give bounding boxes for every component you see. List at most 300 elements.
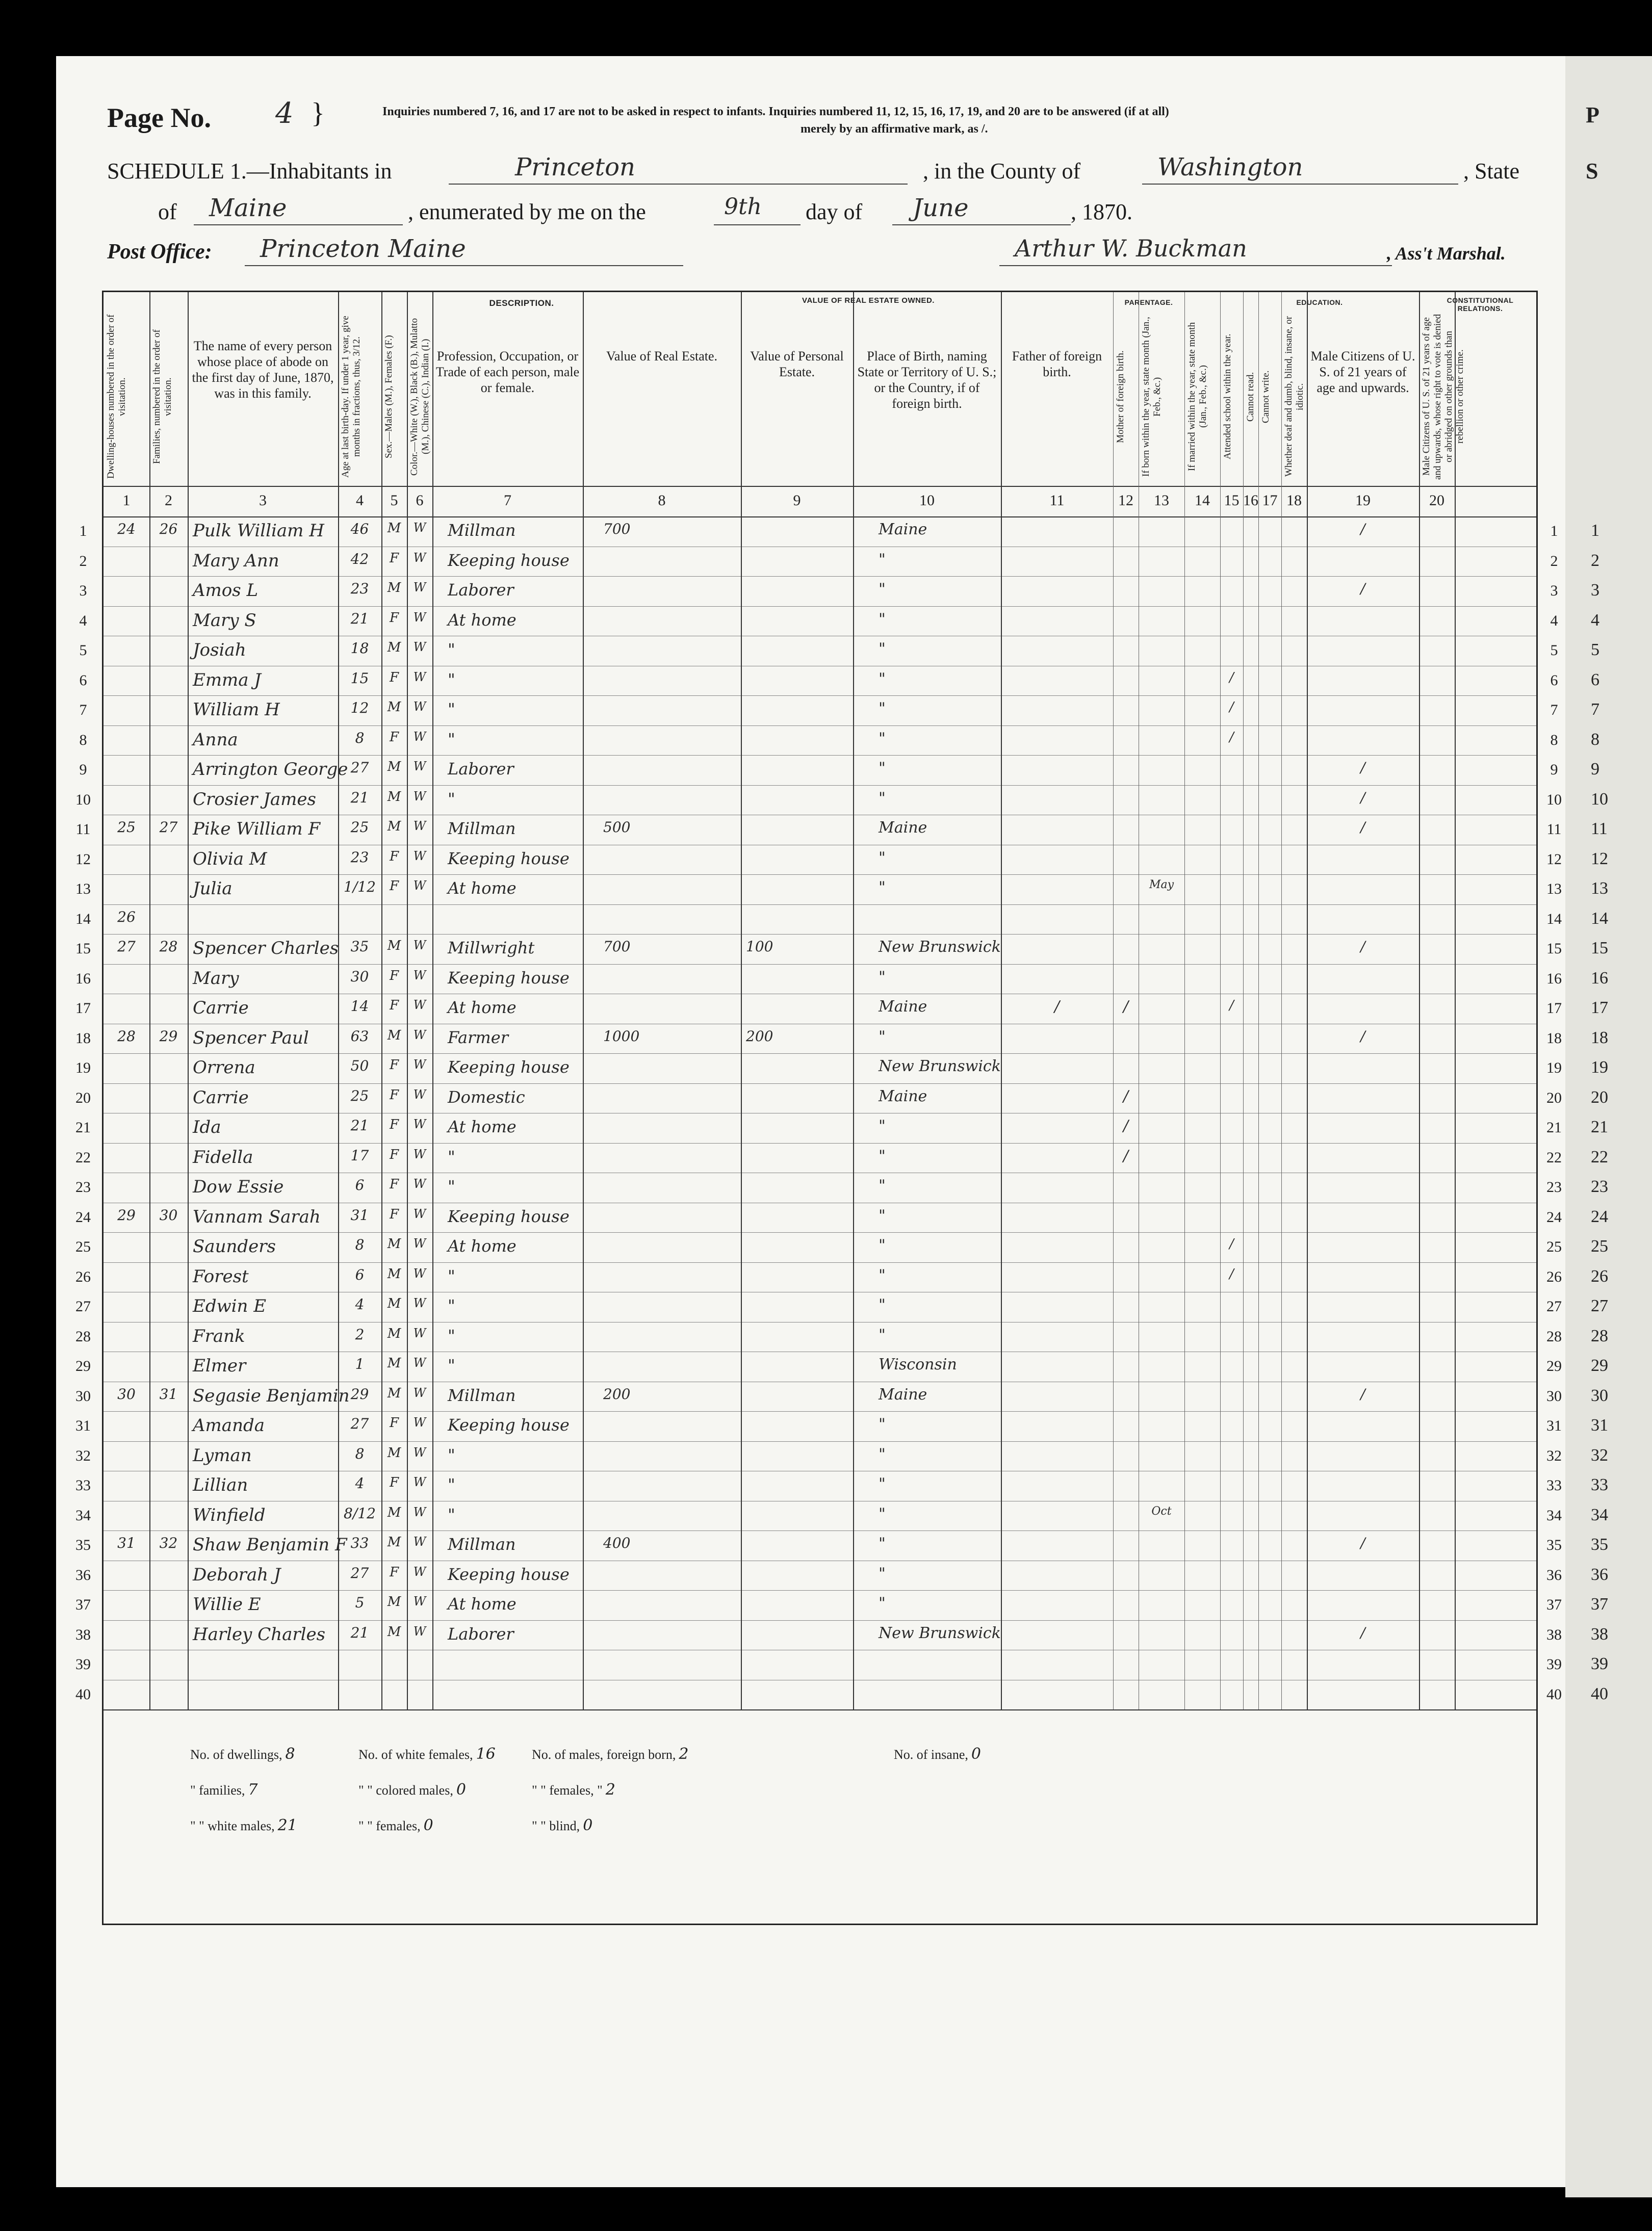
town-underline: [449, 184, 908, 185]
column-header-17: Cannot write.: [1260, 370, 1271, 423]
cell-name: Pulk William H: [193, 521, 324, 541]
tally-blind: [532, 1817, 596, 1834]
column-header-16: Cannot read.: [1245, 372, 1256, 422]
next-page-line-number: 37: [1591, 1595, 1608, 1614]
cell-c12: /: [1123, 1147, 1129, 1165]
cell-name: Carrie: [193, 1087, 249, 1108]
cell-sex: F: [389, 1564, 399, 1580]
next-page-letter: S: [1586, 159, 1598, 184]
cell-age: 30: [350, 968, 369, 985]
tally-dwellings: [190, 1745, 298, 1763]
cell-color: W: [413, 938, 426, 952]
cell-age: 1: [355, 1356, 365, 1372]
column-header-1: Dwelling-houses numbered in the order of visitation.: [106, 314, 127, 479]
column-header-6: Color.—White (W.), Black (B.), Mulatto (M.), Chinese (C.), Indian (I.): [409, 318, 431, 476]
line-number: 4: [79, 612, 87, 629]
post-office-underline: [245, 265, 683, 266]
cell-sex: M: [387, 1326, 401, 1341]
cell-c19: /: [1360, 819, 1365, 836]
of-label: of: [158, 199, 177, 224]
cell-name: Orrena: [193, 1057, 255, 1078]
tally-label: No. of white females,: [358, 1747, 473, 1762]
next-page-line-number: 11: [1591, 819, 1608, 838]
cell-family: 27: [159, 819, 178, 836]
line-number: 32: [75, 1447, 91, 1464]
column-header-2: Families, numbered in the order of visitation.: [151, 329, 173, 464]
line-number: 5: [1550, 642, 1558, 659]
cell-name: Segasie Benjamin: [193, 1385, 350, 1406]
cell-color: W: [413, 729, 426, 744]
tally-value: 7: [248, 1781, 258, 1799]
column-number-3: 3: [259, 492, 267, 509]
cell-birthplace: ": [879, 1445, 886, 1463]
column-number-19: 19: [1355, 492, 1371, 509]
cell-c19: /: [1360, 1535, 1365, 1551]
tally-label: No. of dwellings,: [190, 1747, 282, 1762]
line-number: 29: [75, 1358, 91, 1374]
cell-sex: F: [389, 1475, 399, 1490]
line-number: 3: [79, 582, 87, 599]
post-office-label: Post Office:: [107, 240, 212, 264]
cell-c15: /: [1229, 699, 1234, 715]
cell-occupation: At home: [448, 998, 517, 1017]
cell-name: Edwin E: [193, 1296, 267, 1316]
cell-occupation: Keeping house: [448, 1564, 570, 1584]
tally-label: " families,: [190, 1783, 245, 1798]
cell-sex: M: [387, 1385, 401, 1401]
tally-value: 2: [679, 1745, 689, 1763]
column-number-11: 11: [1049, 492, 1065, 509]
cell-age: 8/12: [344, 1504, 376, 1522]
cell-family: 28: [159, 938, 178, 955]
county-label: , in the County of: [923, 159, 1081, 184]
cell-occupation: Domestic: [448, 1087, 525, 1107]
schedule-label: SCHEDULE 1.—Inhabitants in: [107, 159, 392, 184]
cell-age: 14: [350, 998, 369, 1015]
line-number: 14: [75, 910, 91, 927]
line-number: 25: [1546, 1238, 1562, 1255]
next-page-line-number: 31: [1591, 1416, 1608, 1435]
line-number: 1: [79, 523, 87, 539]
next-page-line-number: 6: [1591, 670, 1599, 689]
cell-name: Dow Essie: [193, 1177, 284, 1197]
cell-birthplace: ": [879, 1206, 886, 1225]
line-number: 39: [1546, 1656, 1562, 1673]
cell-age: 2: [355, 1326, 365, 1343]
cell-age: 5: [355, 1594, 365, 1611]
grid-row-line: [104, 516, 1536, 517]
cell-occupation: Keeping house: [448, 550, 570, 570]
column-header-20: Male Citizens of U. S. of 21 years of age and upwards, whose right to vote is denied or abridged on other grounds than rebellion or other crime.: [1421, 314, 1465, 480]
line-number: 30: [1546, 1387, 1562, 1405]
census-table: [75, 291, 1562, 1925]
state-underline: [194, 224, 403, 225]
cell-age: 27: [350, 1415, 369, 1432]
cell-name: Fidella: [193, 1147, 253, 1168]
cell-personal-estate: 100: [746, 938, 773, 955]
line-number: 38: [75, 1626, 91, 1643]
line-number: 17: [1546, 1000, 1562, 1017]
cell-occupation: ": [448, 1266, 455, 1286]
tally-label: " " white males,: [190, 1819, 275, 1833]
next-page-line-number: 32: [1591, 1445, 1608, 1465]
group-education: EDUCATION.: [1296, 298, 1343, 306]
line-number: 34: [1546, 1507, 1562, 1524]
cell-color: W: [413, 1266, 426, 1281]
column-number-7: 7: [504, 492, 511, 509]
grid-row-line: [104, 755, 1536, 756]
cell-name: Lillian: [193, 1475, 248, 1495]
county-underline: [1142, 184, 1458, 185]
grid-row-line: [104, 874, 1536, 875]
line-number: 40: [75, 1685, 91, 1703]
cell-sex: M: [387, 640, 401, 655]
line-number: 18: [75, 1029, 91, 1047]
cell-name: Vannam Sarah: [193, 1206, 321, 1227]
cell-c15: /: [1229, 729, 1234, 745]
line-number: 34: [75, 1507, 91, 1524]
cell-c15: /: [1229, 998, 1234, 1013]
cell-color: W: [413, 1147, 426, 1161]
cell-sex: M: [387, 580, 401, 595]
cell-sex: M: [387, 1594, 401, 1610]
grid-row-line: [104, 1262, 1536, 1263]
cell-sex: F: [389, 968, 399, 983]
cell-age: 21: [350, 1117, 369, 1134]
cell-occupation: Millman: [448, 819, 516, 838]
cell-c12: /: [1123, 1087, 1129, 1105]
cell-name: Crosier James: [193, 789, 316, 810]
cell-real-estate: 1000: [603, 1027, 640, 1045]
county-value: Washington: [1157, 153, 1303, 181]
cell-color: W: [413, 789, 426, 803]
line-number: 22: [75, 1149, 91, 1166]
cell-family: 29: [159, 1027, 178, 1045]
cell-birthplace: ": [879, 1177, 886, 1195]
cell-name: Josiah: [193, 640, 246, 660]
cell-c19: /: [1360, 1385, 1365, 1403]
cell-occupation: ": [448, 729, 455, 749]
cell-real-estate: 400: [603, 1535, 631, 1551]
line-number: 20: [1546, 1089, 1562, 1106]
cell-sex: M: [387, 1535, 401, 1550]
cell-real-estate: 500: [603, 819, 631, 836]
line-number: 20: [75, 1089, 91, 1106]
day-underline: [714, 224, 801, 225]
column-header-5: Sex.—Males (M.), Females (F.): [383, 335, 394, 458]
line-number: 8: [1550, 731, 1558, 748]
cell-age: 8: [355, 729, 365, 746]
next-page-edge: [1565, 56, 1652, 2197]
line-number: 16: [75, 970, 91, 987]
cell-occupation: ": [448, 640, 455, 659]
line-number: 9: [79, 761, 87, 778]
year-label: , 1870.: [1071, 199, 1132, 224]
enumerated-label: , enumerated by me on the: [408, 199, 646, 224]
cell-birthplace: Maine: [879, 1087, 927, 1105]
cell-age: 27: [350, 759, 369, 776]
tally-males-foreign: [532, 1745, 691, 1763]
cell-birthplace: ": [879, 759, 886, 777]
cell-age: 27: [350, 1564, 369, 1581]
cell-dwelling: 31: [117, 1535, 136, 1551]
cell-occupation: At home: [448, 1594, 517, 1614]
next-page-line-number: 10: [1591, 789, 1608, 809]
tally-label: No. of males, foreign born,: [532, 1747, 676, 1762]
grid-row-line: [104, 1590, 1536, 1591]
group-parentage: PARENTAGE.: [1124, 298, 1173, 306]
line-number: 25: [75, 1238, 91, 1255]
next-page-line-number: 21: [1591, 1118, 1608, 1136]
next-page-line-number: 36: [1591, 1565, 1608, 1584]
line-number: 12: [75, 850, 91, 868]
column-number-10: 10: [919, 492, 935, 509]
grid-row-line: [104, 695, 1536, 696]
line-number: 39: [75, 1656, 91, 1673]
cell-color: W: [413, 1594, 426, 1609]
line-number: 10: [75, 791, 91, 808]
cell-sex: F: [389, 669, 399, 685]
next-page-line-number: 7: [1591, 700, 1599, 719]
line-number: 15: [1546, 940, 1562, 957]
line-number: 6: [79, 671, 87, 689]
line-number: 4: [1550, 612, 1558, 629]
next-page-line-number: 34: [1591, 1505, 1608, 1524]
cell-c15: /: [1229, 669, 1234, 685]
cell-occupation: ": [448, 789, 455, 809]
grid-row-line: [104, 964, 1536, 965]
cell-age: 4: [355, 1296, 365, 1313]
cell-age: 8: [355, 1445, 365, 1462]
cell-occupation: At home: [448, 1117, 517, 1136]
cell-birthplace: ": [879, 1475, 886, 1493]
column-number-20: 20: [1429, 492, 1444, 509]
cell-sex: F: [389, 1147, 399, 1162]
tally-white-males: [190, 1817, 300, 1834]
line-number: 24: [1546, 1208, 1562, 1226]
line-number: 8: [79, 731, 87, 748]
grid-row-line: [104, 486, 1536, 487]
next-page-line-number: 16: [1591, 968, 1608, 988]
cell-dwelling: 27: [117, 938, 136, 955]
grid-row-line: [104, 1441, 1536, 1442]
line-number: 26: [1546, 1268, 1562, 1285]
state-label: , State: [1463, 159, 1519, 184]
line-number: 19: [75, 1059, 91, 1076]
cell-dwelling: 25: [117, 819, 136, 836]
group-real-estate: VALUE OF REAL ESTATE OWNED.: [802, 296, 935, 305]
cell-sex: F: [389, 878, 399, 894]
cell-birthplace: ": [879, 1236, 886, 1254]
column-header-7: Profession, Occupation, or Trade of each person, male or female.: [435, 349, 580, 395]
cell-occupation: ": [448, 1356, 455, 1375]
grid-row-line: [104, 1709, 1536, 1710]
cell-color: W: [413, 1117, 426, 1131]
cell-occupation: Keeping house: [448, 968, 570, 988]
cell-c11: /: [1054, 998, 1060, 1016]
cell-color: W: [413, 1177, 426, 1191]
tally-label: " " females, ": [532, 1783, 603, 1798]
grid-row-line: [104, 1232, 1536, 1233]
cell-age: 8: [355, 1236, 365, 1253]
line-number: 36: [1546, 1566, 1562, 1584]
tally-white-females: [358, 1745, 499, 1763]
cell-age: 42: [350, 550, 369, 567]
next-page-line-number: 35: [1591, 1535, 1608, 1554]
cell-sex: F: [389, 848, 399, 864]
grid-row-line: [104, 1083, 1536, 1084]
cell-name: Willie E: [193, 1594, 261, 1615]
cell-name: Anna: [193, 729, 238, 750]
cell-birthplace: ": [879, 1117, 886, 1135]
cell-sex: F: [389, 998, 399, 1013]
next-page-line-number: 30: [1591, 1386, 1608, 1405]
cell-sex: M: [387, 759, 401, 774]
line-number: 23: [75, 1179, 91, 1196]
line-number: 14: [1546, 910, 1562, 927]
cell-birthplace: ": [879, 1027, 886, 1046]
column-number-15: 15: [1224, 492, 1240, 509]
grid-row-line: [104, 904, 1536, 905]
cell-sex: M: [387, 1624, 401, 1640]
cell-sex: F: [389, 1117, 399, 1132]
line-number: 24: [75, 1208, 91, 1226]
cell-color: W: [413, 1624, 426, 1639]
line-number: 11: [1546, 821, 1562, 838]
next-page-line-number: 9: [1591, 760, 1599, 779]
cell-birthplace: ": [879, 729, 886, 747]
cell-birthplace: ": [879, 789, 886, 807]
column-header-15: Attended school within the year.: [1222, 333, 1233, 460]
cell-sex: M: [387, 1356, 401, 1371]
cell-age: 17: [350, 1147, 369, 1164]
group-description: DESCRIPTION.: [489, 298, 554, 308]
line-number: 19: [1546, 1059, 1562, 1076]
grid-row-line: [104, 1053, 1536, 1054]
page-brace: }: [311, 97, 325, 129]
cell-color: W: [413, 878, 426, 893]
tally-colored-males: [358, 1781, 469, 1799]
next-page-line-number: 18: [1591, 1028, 1608, 1047]
cell-color: W: [413, 1504, 426, 1519]
cell-birthplace: ": [879, 1296, 886, 1314]
next-page-line-number: 25: [1591, 1237, 1608, 1256]
cell-sex: F: [389, 610, 399, 626]
line-number: 38: [1546, 1626, 1562, 1643]
cell-occupation: ": [448, 699, 455, 719]
tally-value: 0: [456, 1781, 466, 1799]
column-number-8: 8: [658, 492, 666, 509]
marshal-label: , Ass't Marshal.: [1387, 243, 1506, 264]
cell-sex: M: [387, 1296, 401, 1311]
line-number: 40: [1546, 1685, 1562, 1703]
next-page-line-number: 13: [1591, 879, 1608, 898]
cell-real-estate: 700: [603, 521, 631, 537]
next-page-line-number: 15: [1591, 939, 1608, 957]
cell-sex: M: [387, 1266, 401, 1282]
cell-sex: F: [389, 1057, 399, 1073]
cell-c13: Oct: [1151, 1504, 1172, 1518]
cell-sex: F: [389, 1087, 399, 1103]
cell-occupation: ": [448, 1504, 455, 1524]
cell-occupation: ": [448, 1445, 455, 1465]
cell-occupation: Millwright: [448, 938, 535, 957]
cell-age: 6: [355, 1177, 365, 1194]
month-value: June: [913, 194, 969, 222]
cell-dwelling: 24: [117, 521, 136, 537]
cell-color: W: [413, 1057, 426, 1072]
cell-age: 50: [350, 1057, 369, 1074]
cell-name: Mary Ann: [193, 550, 279, 571]
cell-age: 31: [350, 1206, 369, 1224]
cell-color: W: [413, 1296, 426, 1310]
cell-name: Mary S: [193, 610, 256, 631]
cell-age: 29: [350, 1385, 369, 1403]
cell-name: Frank: [193, 1326, 245, 1346]
cell-name: Julia: [193, 878, 233, 899]
column-number-14: 14: [1195, 492, 1210, 509]
column-number-6: 6: [416, 492, 424, 509]
cell-occupation: ": [448, 1326, 455, 1345]
next-page-line-number: 4: [1591, 610, 1599, 630]
cell-color: W: [413, 1475, 426, 1489]
cell-dwelling: 29: [117, 1206, 136, 1224]
cell-birthplace: ": [879, 1564, 886, 1583]
next-page-line-number: 27: [1591, 1296, 1608, 1315]
line-number: 26: [75, 1268, 91, 1285]
cell-age: 12: [350, 699, 369, 716]
next-page-letter: P: [1586, 102, 1599, 127]
tally-value: 2: [605, 1781, 615, 1799]
cell-name: Forest: [193, 1266, 249, 1287]
cell-birthplace: ": [879, 1326, 886, 1344]
grid-row-line: [104, 785, 1536, 786]
next-page-line-number: 2: [1591, 551, 1599, 570]
cell-occupation: Keeping house: [448, 1206, 570, 1226]
cell-birthplace: ": [879, 848, 886, 867]
cell-name: Ida: [193, 1117, 221, 1137]
state-value: Maine: [209, 194, 287, 222]
cell-age: 21: [350, 610, 369, 627]
line-number: 18: [1546, 1029, 1562, 1047]
line-number: 17: [75, 1000, 91, 1017]
cell-age: 15: [350, 669, 369, 687]
column-header-18: Whether deaf and dumb, blind, insane, or idiotic.: [1283, 316, 1305, 477]
cell-color: W: [413, 759, 426, 773]
cell-name: Olivia M: [193, 848, 267, 869]
marshal-underline: [999, 265, 1392, 266]
cell-color: W: [413, 550, 426, 565]
cell-c19: /: [1360, 759, 1365, 776]
cell-birthplace: ": [879, 1147, 886, 1165]
marshal-signature: Arthur W. Buckman: [1015, 235, 1247, 262]
column-header-8: Value of Real Estate.: [606, 349, 718, 364]
cell-occupation: Farmer: [448, 1027, 508, 1047]
cell-sex: F: [389, 550, 399, 566]
tally-label: " " colored males,: [358, 1783, 453, 1798]
page-label: Page No.: [107, 102, 211, 133]
cell-occupation: Keeping house: [448, 1057, 570, 1077]
cell-sex: M: [387, 789, 401, 805]
day-value: 9th: [724, 194, 762, 220]
cell-color: W: [413, 819, 426, 833]
line-number: 3: [1550, 582, 1558, 599]
line-number: 33: [1546, 1477, 1562, 1494]
column-header-19: Male Citizens of U. S. of 21 years of age and upwards.: [1310, 349, 1415, 395]
cell-color: W: [413, 968, 426, 982]
cell-age: 25: [350, 1087, 369, 1104]
next-page-line-number: 22: [1591, 1147, 1608, 1166]
